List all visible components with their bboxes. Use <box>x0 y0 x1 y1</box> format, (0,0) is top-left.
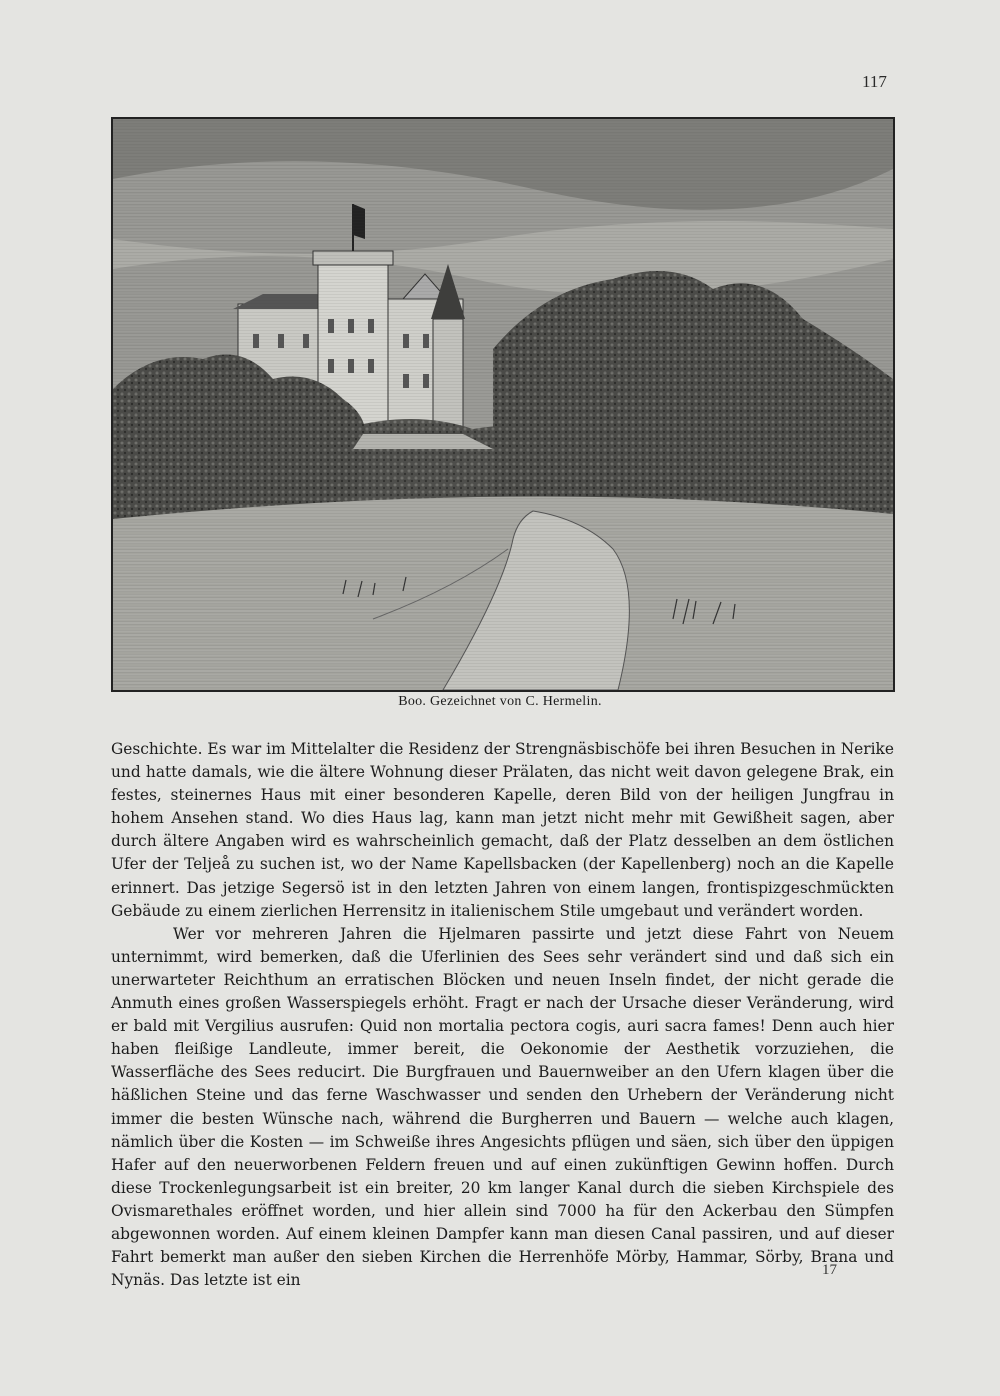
page-number: 117 <box>862 72 887 91</box>
castle-illustration <box>111 117 895 692</box>
printer-signature-mark: 17 <box>822 1262 837 1278</box>
engraving-image <box>113 119 893 690</box>
paragraph-1: Geschichte. Es war im Mittelalter die Residenz der Strengnäsbischöfe bei ihren Besuchen in Nerike und hatte damals, wie die ältere Wohnung dieser Prälaten, das nicht weit davon gelegene Brak, ein festes, steinernes Haus mit einer besonderen Kapelle, deren Bild von der heiligen Jungfrau in hohem Ansehen stand. Wo dies Haus lag, kann man jetzt nicht mehr mit Gewißheit sagen, aber durch ältere Angaben wird es wahrscheinlich gemacht, daß der Platz desselben an dem östlichen Ufer der Teljeå zu suchen ist, wo der Name Kapellsbacken (der Kapellenberg) noch an die Kapelle erinnert. Das jetzige Segersö ist in den letzten Jahren von einem langen, frontispizgeschmückten Gebäude zu einem zierlichen Herrensitz in italienischem Stile umgebaut und verändert worden. <box>111 740 894 920</box>
paragraph-2: Wer vor mehreren Jahren die Hjelmaren passirte und jetzt diese Fahrt von Neuem unternimmt, wird bemerken, daß die Uferlinien des Sees sehr verändert sind und daß sich ein unerwarteter Reichthum an erratischen Blöcken und neuen Inseln findet, der nicht gerade die Anmuth eines großen Wasserspiegels erhöht. Fragt er nach der Ursache dieser Veränderung, wird er bald mit Vergilius ausrufen: Quid non mortalia pectora cogis, auri sacra fames! Denn auch hier haben fleißige Landleute, immer bereit, die Oekonomie der Aesthetik vorzuziehen, die Wasserfläche des Sees reducirt. Die Burgfrauen und Bauernweiber an den Ufern klagen über die häßlichen Steine und das ferne Waschwasser und senden den Urhebern der Veränderung nicht immer die besten Wünsche nach, während die Burgherren und Bauern — welche auch klagen, nämlich über die Kosten — im Schweiße ihres Angesichts pflügen und säen, sich über den üppigen Hafer auf den neuerworbenen Feldern freuen und auf einen zukünftigen Gewinn hoffen. Durch diese Trockenlegungsarbeit ist ein breiter, 20 km langer Kanal durch die sieben Kirchspiele des Ovismarethales eröffnet worden, und hier allein sind 7000 ha für den Ackerbau den Sümpfen abgewonnen worden. Auf einem kleinen Dampfer kann man diesen Canal passiren, und auf dieser Fahrt bemerkt man außer den sieben Kirchen die Herrenhöfe Mörby, Hammar, Sörby, Brana und Nynäs. Das letzte ist ein <box>111 924 894 1290</box>
body-text <box>111 738 894 1292</box>
figure-caption: Boo. Gezeichnet von C. Hermelin. <box>398 694 602 709</box>
